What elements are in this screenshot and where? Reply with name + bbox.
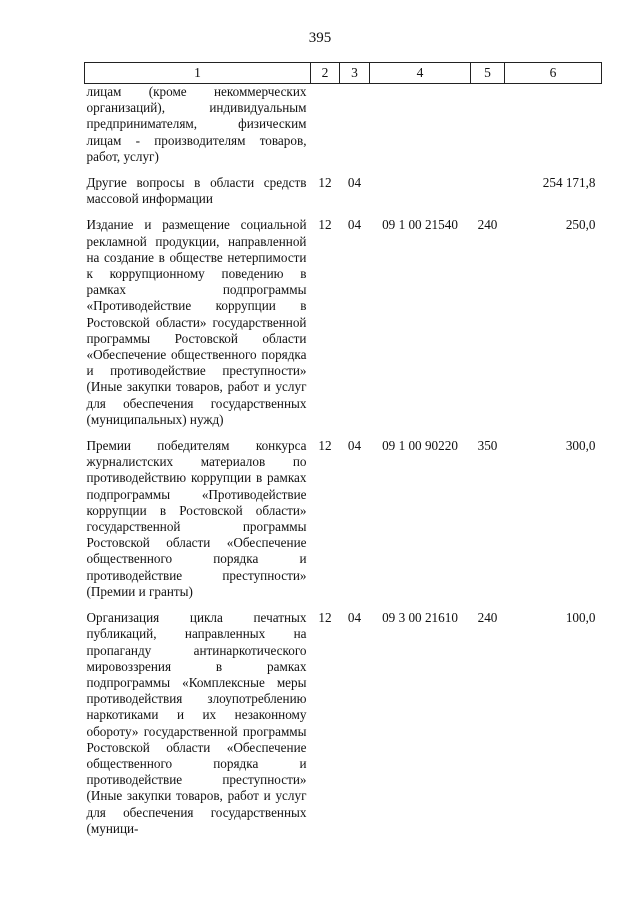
row-subsection: 04: [347, 610, 362, 626]
row-target-article: [370, 84, 471, 176]
column-header-3: 3: [340, 63, 370, 84]
row-target-article: [370, 175, 471, 217]
table-row: [85, 175, 602, 217]
row-subsection: [340, 84, 370, 176]
page-number: 395: [308, 30, 332, 46]
row-description: Издание и размещение социальной рекламной продукции, направленной на создание в обществе нетерпимости к коррупционному поведению в рамках подпрограммы «Противодействие коррупции в Ростовской области» государственной программы Ростовской области «Обеспечение общественного порядка и противодействие преступности» (Иные закупки товаров, работ и услуг для обеспечения государственных (муниципальных) нужд): [86, 217, 307, 427]
row-target-article: 09 1 00 21540: [382, 217, 458, 233]
row-subsection: 04: [347, 217, 362, 233]
row-section: 12: [318, 217, 332, 233]
column-header-2: 2: [311, 63, 340, 84]
row-subsection: 04: [347, 438, 362, 454]
row-amount: 100,0: [565, 610, 596, 626]
row-expense-type: 350: [477, 438, 498, 454]
row-expense-type: [471, 175, 505, 217]
row-section: 12: [318, 438, 332, 454]
row-expense-type: 240: [477, 217, 498, 233]
table-row: [85, 217, 602, 438]
row-description: лицам (кроме некоммерческих организаций), индивидуальным предпринимателям, физическим лицам - производителям товаров, работ, услуг): [86, 84, 307, 164]
row-description: Другие вопросы в области средств массовой информации: [86, 175, 307, 207]
row-expense-type: [471, 84, 505, 176]
row-amount: 254 171,8: [542, 175, 596, 191]
table-header: [85, 63, 602, 84]
row-subsection: 04: [347, 175, 362, 191]
row-target-article: 09 1 00 90220: [382, 438, 458, 454]
row-section: [311, 84, 340, 176]
table-row: [85, 84, 602, 176]
row-description: Организация цикла печатных публикаций, направленных на пропаганду антинаркотического мировоззрения в рамках подпрограммы «Комплексные меры противодействия злоупотреблению наркотиками и их незаконному обороту» государственной программы Ростовской области «Обеспечение общественного порядка и противодействие преступности» (Иные закупки товаров, работ и услуг для обеспечения государственных (муници-: [86, 610, 307, 836]
row-amount: [505, 84, 602, 176]
row-amount: 250,0: [565, 217, 596, 233]
row-target-article: 09 3 00 21610: [382, 610, 458, 626]
row-description: Премии победителям конкурса журналистских материалов по противодействию коррупции в рамках подпрограммы «Противодействие коррупции в Ростовской области» государственной программы Ростовской области «Обеспечение общественного порядка и противодействие преступности» (Премии и гранты): [86, 438, 307, 599]
budget-table: [84, 62, 602, 847]
column-header-6: 6: [505, 63, 602, 84]
row-expense-type: 240: [477, 610, 498, 626]
row-section: 12: [318, 175, 332, 191]
column-header-5: 5: [471, 63, 505, 84]
table-row: [85, 438, 602, 610]
row-section: 12: [318, 610, 332, 626]
table-row: [85, 610, 602, 847]
column-header-1: 1: [85, 63, 311, 84]
row-amount: 300,0: [565, 438, 596, 454]
column-header-4: 4: [370, 63, 471, 84]
